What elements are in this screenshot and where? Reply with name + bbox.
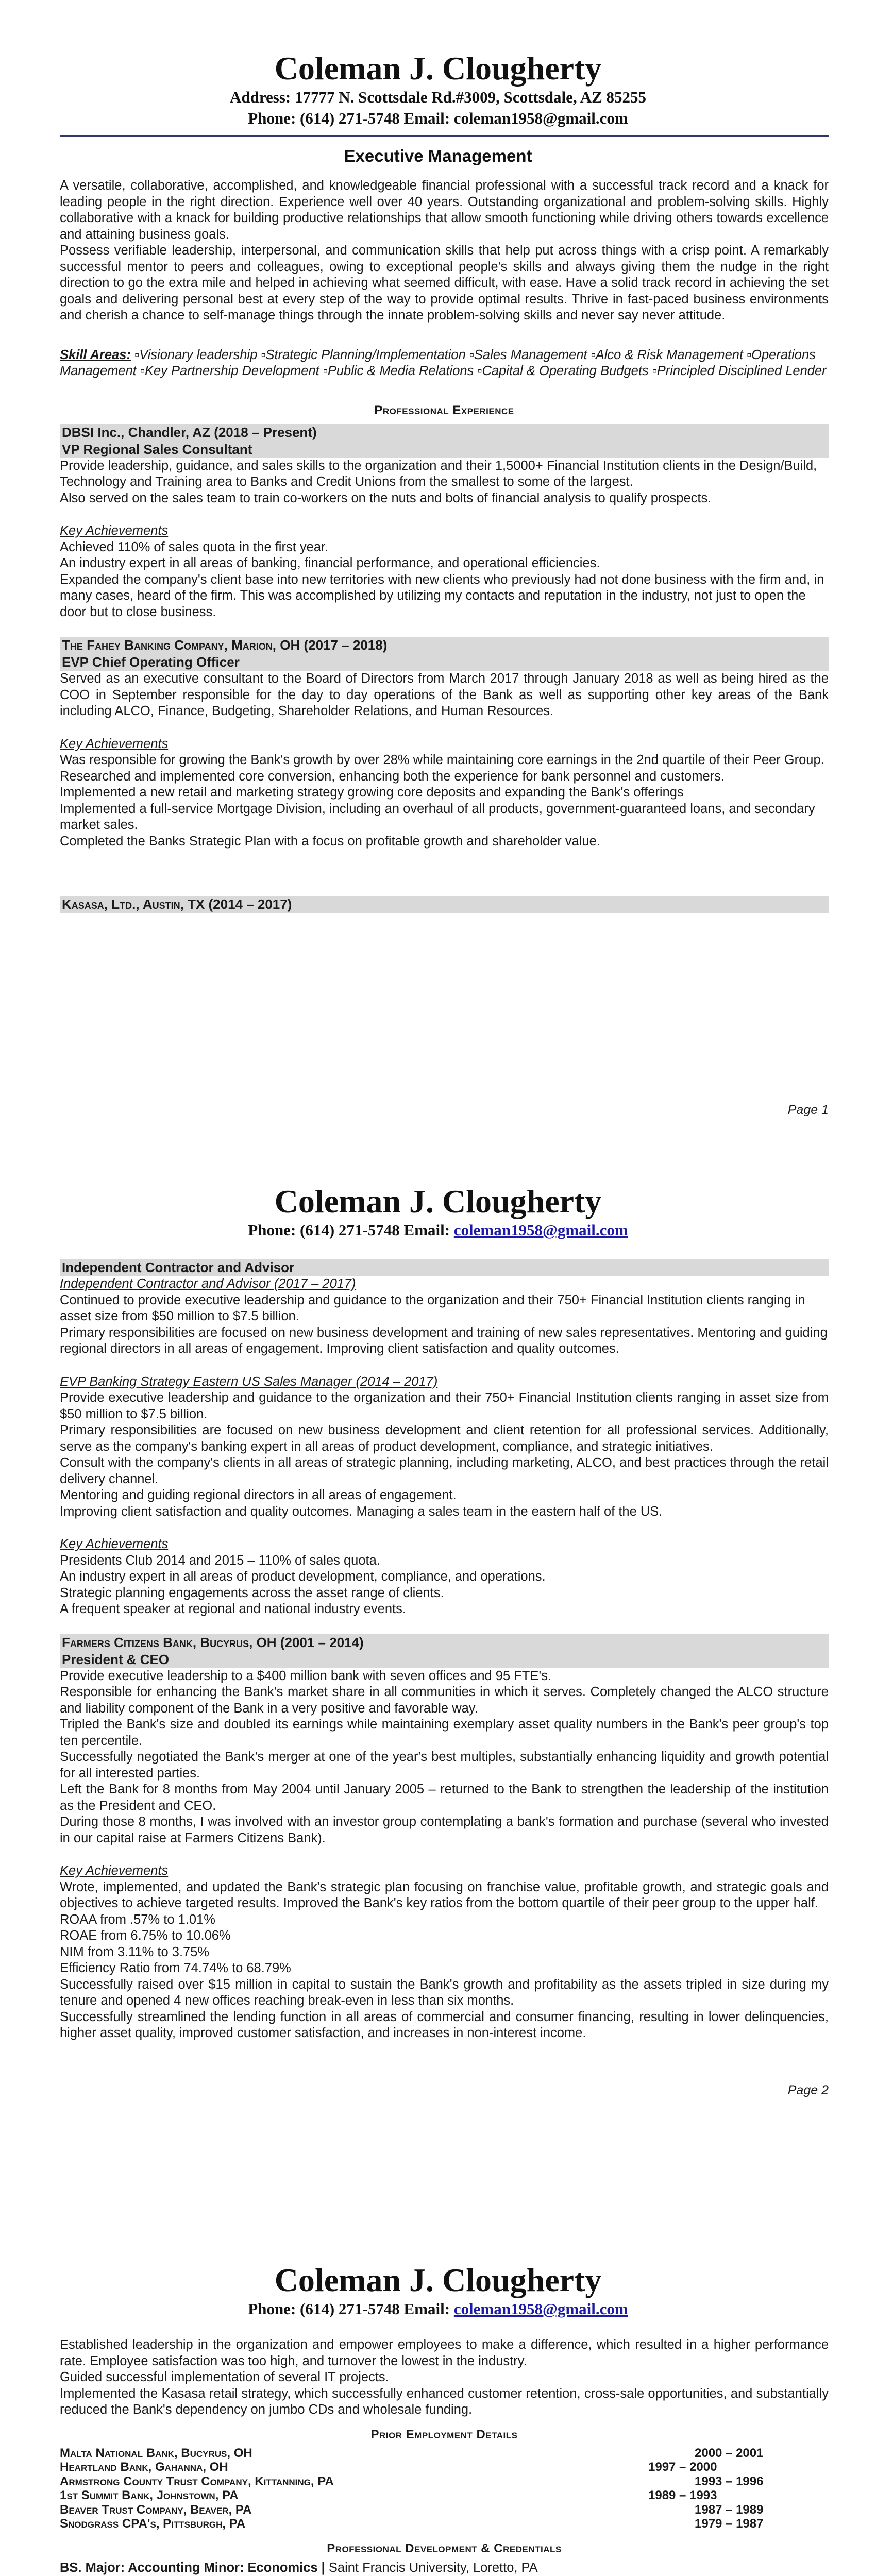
job-description: Left the Bank for 8 months from May 2004 until January 2005 – returned to the Bank to strengthen the leadership of the institution as the President and CEO. [60,1782,829,1813]
contact-line: Phone: (614) 271-5748 Email: coleman1958@gmail.com [248,109,628,127]
employment-years: 1987 – 1989 [695,2502,764,2517]
prior-employment-heading: Prior Employment Details [370,2427,518,2442]
job-company-farmers: Farmers Citizens Bank, Bucyrus, OH (2001 – 2014) [60,1634,829,1651]
header-rule [60,135,829,137]
job-company-fahey: The Fahey Banking Company, Marion, OH (2017 – 2018) [60,637,829,654]
job-description: Primary responsibilities are focused on new business development and client retention for all professional services. Additionally, serve as the company's banking expert in all areas of product development, compliance, and strategic initiatives. [60,1423,829,1454]
resume-name: Coleman J. Clougherty [274,2262,602,2298]
degree: BS. Major: Accounting Minor: Economics | [60,2560,325,2575]
achievement-item: NIM from 3.11% to 3.75% [60,1944,210,1959]
job-description: Tripled the Bank's size and doubled its earnings while maintaining exemplary asset quality numbers in the Bank's peer group's top ten percentile. [60,1717,829,1748]
phone-text: Phone: (614) 271-5748 Email: [248,1221,450,1239]
employer-name: Heartland Bank, Gahanna, OH [60,2460,228,2474]
job-description: Improving client satisfaction and quality outcomes. Managing a sales team in the eastern half of the US. [60,1504,663,1519]
job-description: Continued to provide executive leadership and guidance to the organization and their 750+ Financial Institution clients ranging in asset size from $50 million to $7.5 billion. [60,1293,805,1324]
page-3-body [60,2337,829,2576]
employer-name: Malta National Bank, Bucyrus, OH [60,2446,252,2460]
page-2 [0,1133,876,2267]
key-achievements-label: Key Achievements [60,1863,169,1878]
page-3 [0,2262,876,2576]
achievement-item: Strategic planning engagements across the asset range of clients. [60,1585,444,1600]
employment-years: 1997 – 2000 [648,2460,717,2474]
address-line: Address: 17777 N. Scottsdale Rd.#3009, Scottsdale, AZ 85255 [229,88,647,106]
skill-areas [60,347,829,380]
achievement-item: Presidents Club 2014 and 2015 – 110% of sales quota. [60,1553,380,1568]
page-1 [0,0,876,1133]
employer-name: Snodgrass CPA's, Pittsburgh, PA [60,2517,246,2531]
key-achievements-label: Key Achievements [60,523,169,538]
achievement-item: Implemented a new retail and marketing strategy growing core deposits and expanding the Bank's offerings [60,785,684,800]
skill-areas-label: Skill Areas: [60,347,131,362]
job-description: Mentoring and guiding regional directors in all areas of engagement. [60,1488,457,1502]
contact-line [0,2299,876,2319]
achievement-item: Achieved 110% of sales quota in the first year. [60,539,329,554]
employment-years: 1989 – 1993 [648,2488,717,2502]
achievement-item: ROAE from 6.75% to 10.06% [60,1928,231,1943]
achievement-item: Implemented a full-service Mortgage Division, including an overhaul of all products, government-guaranteed loans, and secondary market sales. [60,801,815,832]
job-description: Provide leadership, guidance, and sales skills to the organization and their 1,5000+ Financial Institution clients in the Design/Build, Technology and Training area to Banks and Credit Unions from the smallest to some of the largest. [60,458,817,489]
key-achievements-label: Key Achievements [60,1537,169,1551]
job-role-farmers: President & CEO [60,1651,829,1668]
page-2-body [60,1259,829,2042]
job-description: Also served on the sales team to train co-workers on the nuts and bolts of financial analysis to qualify prospects. [60,490,712,505]
achievement-item: Researched and implemented core conversion, enhancing both the experience for bank personnel and customers. [60,769,725,784]
job-description: Responsible for enhancing the Bank's market share in all communities in which it serves. Completely changed the ALCO structure and liability component of the Bank in a very positive and favorable way. [60,1685,829,1716]
achievement-item: Wrote, implemented, and updated the Bank's strategic plan focusing on franchise value, profitable growth, and strategic goals and objectives to achieve targeted results. Improved the Bank's key ratios from the bottom quartile of their peer group to the upper half. [60,1879,829,1910]
job-role-dbsi: VP Regional Sales Consultant [60,441,829,458]
professional-experience-heading: Professional Experience [374,403,514,417]
employment-years: 1979 – 1987 [695,2517,764,2531]
employment-row [60,2503,829,2517]
job-role-fahey: EVP Chief Operating Officer [60,654,829,671]
job-description: Served as an executive consultant to the Board of Directors from March 2017 through January 2018 as well as being hired as the COO in September responsible for the day to day operations of the Bank as well as supporting other key areas of the Bank including ALCO, Finance, Budgeting, Shareholder Relations, and Human Resources. [60,671,829,718]
key-achievements-label: Key Achievements [60,736,169,751]
school: Saint Francis University, Loretto, PA [325,2560,538,2575]
email-link[interactable]: coleman1958@gmail.com [453,1221,628,1239]
email-link[interactable]: coleman1958@gmail.com [453,2300,628,2318]
achievement-item: Was responsible for growing the Bank's growth by over 28% while maintaining core earnings in the 2nd quartile of their Peer Group. [60,753,824,767]
job-description: Consult with the company's clients in all areas of strategic planning, including marketing, ALCO, and best practices through the retail delivery channel. [60,1455,829,1486]
achievement-item: An industry expert in all areas of product development, compliance, and operations. [60,1569,546,1584]
achievement-item: Successfully streamlined the lending function in all areas of commercial and consumer financing, resulting in lower delinquencies, higher asset quality, improved customer satisfaction, and increases in non-interest income. [60,2009,829,2040]
role-bar-independent: Independent Contractor and Advisor [60,1259,829,1276]
achievement-item: Completed the Banks Strategic Plan with a focus on profitable growth and shareholder value. [60,834,600,849]
employment-row [60,2446,829,2461]
employer-name: Beaver Trust Company, Beaver, PA [60,2502,252,2517]
achievement-item: A frequent speaker at regional and national industry events. [60,1602,406,1616]
summary-paragraph: Possess verifiable leadership, interpersonal, and communication skills that help put across things with a crisp point. A remarkably successful mentor to peers and colleagues, owing to exceptional people's skills and always giving them the nudge in the right direction to go the extra mile and helped in achieving what seemed difficult, with ease. Have a solid track record in achieving the set goals and delivering personal best at every step of the way to provide optimal results. Thrive in fast-paced business environments and cherish a chance to self-manage things through the innate problem-solving skills and never say never attitude. [60,243,829,323]
job-description: Provide executive leadership to a $400 million bank with seven offices and 95 FTE's. [60,1668,552,1683]
intro-paragraph: Established leadership in the organization and empower employees to make a difference, which resulted in a higher performance rate. Employee satisfaction was too high, and turnover the lowest in the industry. [60,2337,829,2368]
employer-name: 1st Summit Bank, Johnstown, PA [60,2488,239,2502]
page-1-body [60,178,829,913]
employment-row [60,2460,829,2475]
contact-line [0,1221,876,1240]
achievement-item: Successfully raised over $15 million in capital to sustain the Bank's growth and profitability as the assets tripled in size during my tenure and opened 4 new offices reaching break-even in less than six months. [60,1977,829,2008]
employment-row [60,2488,829,2503]
credentials-heading: Professional Development & Credentials [327,2541,562,2555]
achievement-item: ROAA from .57% to 1.01% [60,1912,215,1927]
employment-years: 1993 – 1996 [695,2474,764,2488]
job-company-dbsi: DBSI Inc., Chandler, AZ (2018 – Present) [60,424,829,441]
employment-years: 2000 – 2001 [695,2446,764,2460]
subrole-label: Independent Contractor and Advisor (2017 – 2017) [60,1277,356,1291]
employment-row [60,2475,829,2489]
education-item [60,2560,829,2576]
phone-text: Phone: (614) 271-5748 Email: [248,2300,450,2318]
section-title-executive: Executive Management [344,146,532,165]
intro-paragraph: Implemented the Kasasa retail strategy, which successfully enhanced customer retention, cross-sale opportunities, and substantially reduced the Bank's dependency on jumbo CDs and wholesale funding. [60,2386,829,2417]
job-description: During those 8 months, I was involved with an investor group contemplating a bank's formation and purchase (several who invested in our capital raise at Farmers Citizens Bank). [60,1815,829,1845]
page-number: Page 2 [787,2083,829,2097]
intro-paragraph: Guided successful implementation of several IT projects. [60,2370,389,2384]
skill-areas-list: ▫Visionary leadership ▫Strategic Planning/Implementation ▫Sales Management ▫Alco & Risk Management ▫Operations Management ▫Key Partnership Development ▫Public & Media Relations ▫Capital & Operating Budgets ▫Principled Disciplined Lender [60,347,827,378]
job-company-kasasa: Kasasa, Ltd., Austin, TX (2014 – 2017) [60,896,829,913]
resume-name: Coleman J. Clougherty [274,50,602,87]
subrole-label: EVP Banking Strategy Eastern US Sales Manager (2014 – 2017) [60,1374,438,1389]
summary-paragraph: A versatile, collaborative, accomplished, and knowledgeable financial professional with a successful track record and a knack for leading people in the right direction. Experience well over 40 years. Outstanding organizational and problem-solving skills. Highly collaborative with a knack for building productive relationships that allow smooth functioning while driving others towards excellence and attaining business goals. [60,178,829,242]
achievement-item: Efficiency Ratio from 74.74% to 68.79% [60,1961,291,1975]
achievement-item: Expanded the company's client base into new territories with new clients who previously had not done business with the firm and, in many cases, heard of the firm. This was accomplished by utilizing my contacts and reputation in the industry, not just to open the door but to close business. [60,572,824,619]
job-description: Successfully negotiated the Bank's merger at one of the year's best multiples, substantially enhancing liquidity and growth potential for all interested parties. [60,1750,829,1781]
achievement-item: An industry expert in all areas of banking, financial performance, and operational efficiencies. [60,556,600,570]
page-number: Page 1 [787,1103,829,1117]
employer-name: Armstrong County Trust Company, Kittanning, PA [60,2474,334,2488]
job-description: Primary responsibilities are focused on new business development and training of new sales representatives. Mentoring and guiding regional directors in all areas of engagement. Improving client satisfaction and quality outcomes. [60,1325,828,1356]
employment-row [60,2517,829,2531]
job-description: Provide executive leadership and guidance to the organization and their 750+ Financial Institution clients ranging in asset size from $50 million to $7.5 billion. [60,1391,829,1421]
resume-name: Coleman J. Clougherty [274,1183,602,1219]
